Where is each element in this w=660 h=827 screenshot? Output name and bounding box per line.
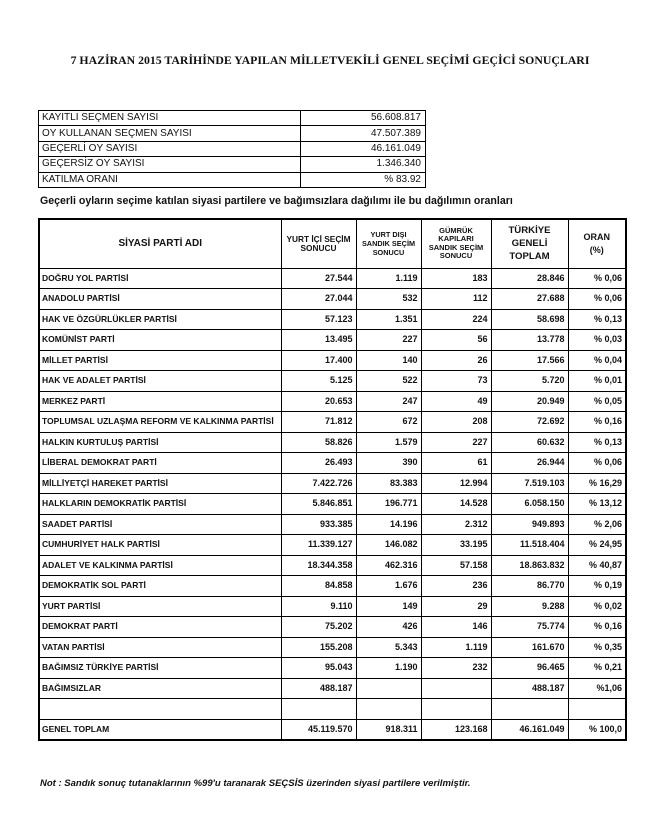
domestic-result-cell: 57.123 [281, 309, 356, 330]
customs-result-cell: 146 [421, 617, 491, 638]
party-row [39, 371, 626, 392]
customs-result-cell: 57.158 [421, 555, 491, 576]
summary-label: GEÇERLİ OY SAYISI [39, 141, 301, 156]
ratio-cell: % 16,29 [568, 473, 626, 494]
party-row [39, 596, 626, 617]
domestic-result-cell: 27.544 [281, 268, 356, 289]
abroad-result-cell: 146.082 [356, 535, 421, 556]
abroad-result-cell: 532 [356, 289, 421, 310]
customs-result-cell: 227 [421, 432, 491, 453]
party-name-cell: ADALET VE KALKINMA PARTİSİ [39, 555, 281, 576]
customs-result-cell: 12.994 [421, 473, 491, 494]
ratio-cell: % 0,05 [568, 391, 626, 412]
domestic-result-header-label: YURT İÇİ SEÇİM SONUCU [286, 233, 351, 253]
ratio-cell: % 24,95 [568, 535, 626, 556]
abroad-result-cell: 149 [356, 596, 421, 617]
abroad-result-cell: 83.383 [356, 473, 421, 494]
turkey-total-cell: 6.058.150 [491, 494, 568, 515]
document-title: 7 HAZİRAN 2015 TARİHİNDE YAPILAN MİLLETVEKİLİ GENEL SEÇİMİ GEÇİCİ SONUÇLARI [70, 53, 590, 67]
turkey-total-cell: 7.519.103 [491, 473, 568, 494]
ratio-cell: % 0,19 [568, 576, 626, 597]
summary-label: KAYITLI SEÇMEN SAYISI [39, 111, 301, 126]
party-row [39, 678, 626, 699]
ratio-cell: % 0,13 [568, 432, 626, 453]
customs-result-cell: 29 [421, 596, 491, 617]
domestic-result-cell: 95.043 [281, 658, 356, 679]
summary-label: KATILMA ORANI [39, 172, 301, 187]
party-name-cell: SAADET PARTİSİ [39, 514, 281, 535]
domestic-result-cell: 11.339.127 [281, 535, 356, 556]
turkey-total-header [491, 219, 568, 268]
abroad-result-cell: 1.190 [356, 658, 421, 679]
party-name-cell: GENEL TOPLAM [39, 719, 281, 740]
summary-row-registered-voters [39, 111, 426, 126]
summary-value: 1.346.340 [301, 157, 426, 172]
abroad-result-cell: 1.119 [356, 268, 421, 289]
customs-result-header [421, 219, 491, 268]
turkey-total-cell: 488.187 [491, 678, 568, 699]
turkey-total-cell: 5.720 [491, 371, 568, 392]
ratio-cell: % 0,01 [568, 371, 626, 392]
party-name-cell: HAK VE ÖZGÜRLÜKLER PARTİSİ [39, 309, 281, 330]
party-name-cell: MİLLET PARTİSİ [39, 350, 281, 371]
results-subtitle: Geçerli oyların seçime katılan siyasi partilere ve bağımsızlara dağılımı ile bu dağılımın oranları [40, 195, 513, 207]
party-name-cell: VATAN PARTİSİ [39, 637, 281, 658]
abroad-result-cell: 5.343 [356, 637, 421, 658]
abroad-result-cell: 426 [356, 617, 421, 638]
domestic-result-cell [281, 699, 356, 720]
abroad-result-cell: 14.196 [356, 514, 421, 535]
party-row [39, 658, 626, 679]
abroad-result-cell [356, 678, 421, 699]
domestic-result-cell: 13.495 [281, 330, 356, 351]
customs-result-cell: 56 [421, 330, 491, 351]
party-row [39, 473, 626, 494]
domestic-result-cell: 488.187 [281, 678, 356, 699]
party-row [39, 453, 626, 474]
ratio-cell: %1,06 [568, 678, 626, 699]
footnote: Not : Sandık sonuç tutanaklarının %99'u taranarak SEÇSİS üzerinden siyasi partilere verilmiştir. [40, 778, 471, 789]
turkey-total-cell: 11.518.404 [491, 535, 568, 556]
domestic-result-cell: 5.125 [281, 371, 356, 392]
domestic-result-cell: 26.493 [281, 453, 356, 474]
party-name-cell: HALKIN KURTULUŞ PARTİSİ [39, 432, 281, 453]
party-name-cell [39, 699, 281, 720]
party-name-header-label: SİYASİ PARTİ ADI [118, 237, 203, 249]
domestic-result-cell: 45.119.570 [281, 719, 356, 740]
voter-summary-table [38, 110, 426, 188]
party-name-cell: BAĞIMSIZ TÜRKİYE PARTİSİ [39, 658, 281, 679]
summary-value: 56.608.817 [301, 111, 426, 126]
customs-result-cell: 14.528 [421, 494, 491, 515]
party-row [39, 350, 626, 371]
abroad-result-cell: 390 [356, 453, 421, 474]
ratio-cell: % 100,0 [568, 719, 626, 740]
turkey-total-cell: 949.893 [491, 514, 568, 535]
results-table [38, 218, 627, 741]
party-name-cell: KOMÜNİST PARTİ [39, 330, 281, 351]
party-name-cell: DEMOKRAT PARTİ [39, 617, 281, 638]
customs-result-cell: 232 [421, 658, 491, 679]
domestic-result-cell: 5.846.851 [281, 494, 356, 515]
party-name-cell: DEMOKRATİK SOL PARTİ [39, 576, 281, 597]
turkey-total-cell: 26.944 [491, 453, 568, 474]
party-name-cell: TOPLUMSAL UZLAŞMA REFORM VE KALKINMA PARTİSİ [39, 412, 281, 433]
summary-row-turnout [39, 172, 426, 187]
party-row [39, 289, 626, 310]
domestic-result-cell: 17.400 [281, 350, 356, 371]
party-name-cell: YURT PARTİSİ [39, 596, 281, 617]
abroad-result-cell: 462.316 [356, 555, 421, 576]
abroad-result-cell: 1.351 [356, 309, 421, 330]
ratio-cell [568, 699, 626, 720]
customs-result-cell [421, 678, 491, 699]
abroad-result-cell [356, 699, 421, 720]
turkey-total-cell: 17.566 [491, 350, 568, 371]
turkey-total-cell: 28.846 [491, 268, 568, 289]
ratio-cell: % 0,06 [568, 268, 626, 289]
domestic-result-cell: 58.826 [281, 432, 356, 453]
domestic-result-cell: 71.812 [281, 412, 356, 433]
abroad-result-header-label: YURT DIŞI SANDIK SEÇİM SONUCU [361, 230, 416, 258]
domestic-result-cell: 7.422.726 [281, 473, 356, 494]
domestic-result-cell: 75.202 [281, 617, 356, 638]
abroad-result-cell: 522 [356, 371, 421, 392]
empty-row [39, 699, 626, 720]
party-row [39, 617, 626, 638]
ratio-cell: % 0,16 [568, 412, 626, 433]
turkey-total-cell: 20.949 [491, 391, 568, 412]
party-row [39, 514, 626, 535]
turkey-total-cell: 86.770 [491, 576, 568, 597]
domestic-result-cell: 933.385 [281, 514, 356, 535]
customs-result-cell: 112 [421, 289, 491, 310]
abroad-result-cell: 1.676 [356, 576, 421, 597]
domestic-result-cell: 18.344.358 [281, 555, 356, 576]
summary-value: 46.161.049 [301, 141, 426, 156]
domestic-result-header [281, 219, 356, 268]
ratio-cell: % 0,06 [568, 289, 626, 310]
party-name-cell: DOĞRU YOL PARTİSİ [39, 268, 281, 289]
abroad-result-cell: 918.311 [356, 719, 421, 740]
summary-label: GEÇERSİZ OY SAYISI [39, 157, 301, 172]
party-row [39, 494, 626, 515]
customs-result-cell: 2.312 [421, 514, 491, 535]
party-row [39, 268, 626, 289]
party-row [39, 637, 626, 658]
turkey-total-cell: 75.774 [491, 617, 568, 638]
customs-result-cell: 236 [421, 576, 491, 597]
ratio-cell: % 0,16 [568, 617, 626, 638]
ratio-cell: % 13,12 [568, 494, 626, 515]
customs-result-cell: 123.168 [421, 719, 491, 740]
summary-row-valid-votes [39, 141, 426, 156]
ratio-header [568, 219, 626, 268]
abroad-result-cell: 672 [356, 412, 421, 433]
ratio-cell: % 0,13 [568, 309, 626, 330]
ratio-cell: % 0,21 [568, 658, 626, 679]
customs-result-cell: 208 [421, 412, 491, 433]
party-row [39, 412, 626, 433]
customs-result-cell: 1.119 [421, 637, 491, 658]
customs-result-cell: 183 [421, 268, 491, 289]
party-name-cell: BAĞIMSIZLAR [39, 678, 281, 699]
ratio-cell: % 0,02 [568, 596, 626, 617]
ratio-cell: % 2,06 [568, 514, 626, 535]
turkey-total-cell: 60.632 [491, 432, 568, 453]
party-name-cell: MİLLİYETÇİ HAREKET PARTİSİ [39, 473, 281, 494]
summary-row-voters-who-voted [39, 126, 426, 141]
party-row [39, 391, 626, 412]
customs-result-cell: 49 [421, 391, 491, 412]
party-row [39, 309, 626, 330]
customs-result-cell: 224 [421, 309, 491, 330]
domestic-result-cell: 20.653 [281, 391, 356, 412]
party-row [39, 555, 626, 576]
summary-row-invalid-votes [39, 157, 426, 172]
turkey-total-cell: 72.692 [491, 412, 568, 433]
ratio-cell: % 0,06 [568, 453, 626, 474]
abroad-result-cell: 227 [356, 330, 421, 351]
turkey-total-cell: 27.688 [491, 289, 568, 310]
turkey-total-cell [491, 699, 568, 720]
customs-result-cell: 33.195 [421, 535, 491, 556]
turkey-total-header-label: TÜRKİYE GENELİ TOPLAM [508, 225, 551, 263]
party-row [39, 535, 626, 556]
domestic-result-cell: 27.044 [281, 289, 356, 310]
domestic-result-cell: 84.858 [281, 576, 356, 597]
turkey-total-cell: 9.288 [491, 596, 568, 617]
turkey-total-cell: 58.698 [491, 309, 568, 330]
ratio-cell: % 0,35 [568, 637, 626, 658]
party-name-cell: HAK VE ADALET PARTİSİ [39, 371, 281, 392]
turkey-total-cell: 46.161.049 [491, 719, 568, 740]
domestic-result-cell: 9.110 [281, 596, 356, 617]
turkey-total-cell: 13.778 [491, 330, 568, 351]
party-name-cell: ANADOLU PARTİSİ [39, 289, 281, 310]
customs-result-cell [421, 699, 491, 720]
abroad-result-header [356, 219, 421, 268]
abroad-result-cell: 196.771 [356, 494, 421, 515]
customs-result-cell: 26 [421, 350, 491, 371]
summary-value: % 83.92 [301, 172, 426, 187]
party-name-cell: MERKEZ PARTİ [39, 391, 281, 412]
party-name-cell: LİBERAL DEMOKRAT PARTİ [39, 453, 281, 474]
customs-result-header-label: GÜMRÜK KAPILARI SANDIK SEÇİM SONUCU [428, 225, 484, 261]
total-row [39, 719, 626, 740]
ratio-cell: % 0,03 [568, 330, 626, 351]
customs-result-cell: 61 [421, 453, 491, 474]
ratio-cell: % 0,04 [568, 350, 626, 371]
domestic-result-cell: 155.208 [281, 637, 356, 658]
abroad-result-cell: 140 [356, 350, 421, 371]
turkey-total-cell: 161.670 [491, 637, 568, 658]
results-header-row [39, 219, 626, 268]
party-name-cell: HALKLARIN DEMOKRATİK PARTİSİ [39, 494, 281, 515]
turkey-total-cell: 18.863.832 [491, 555, 568, 576]
summary-label: OY KULLANAN SEÇMEN SAYISI [39, 126, 301, 141]
party-row [39, 432, 626, 453]
abroad-result-cell: 247 [356, 391, 421, 412]
customs-result-cell: 73 [421, 371, 491, 392]
summary-value: 47.507.389 [301, 126, 426, 141]
ratio-cell: % 40,87 [568, 555, 626, 576]
party-name-header [39, 219, 281, 268]
party-name-cell: CUMHURİYET HALK PARTİSİ [39, 535, 281, 556]
turkey-total-cell: 96.465 [491, 658, 568, 679]
results-body [39, 268, 626, 740]
ratio-header-label: ORAN (%) [583, 231, 610, 255]
party-row [39, 330, 626, 351]
abroad-result-cell: 1.579 [356, 432, 421, 453]
party-row [39, 576, 626, 597]
